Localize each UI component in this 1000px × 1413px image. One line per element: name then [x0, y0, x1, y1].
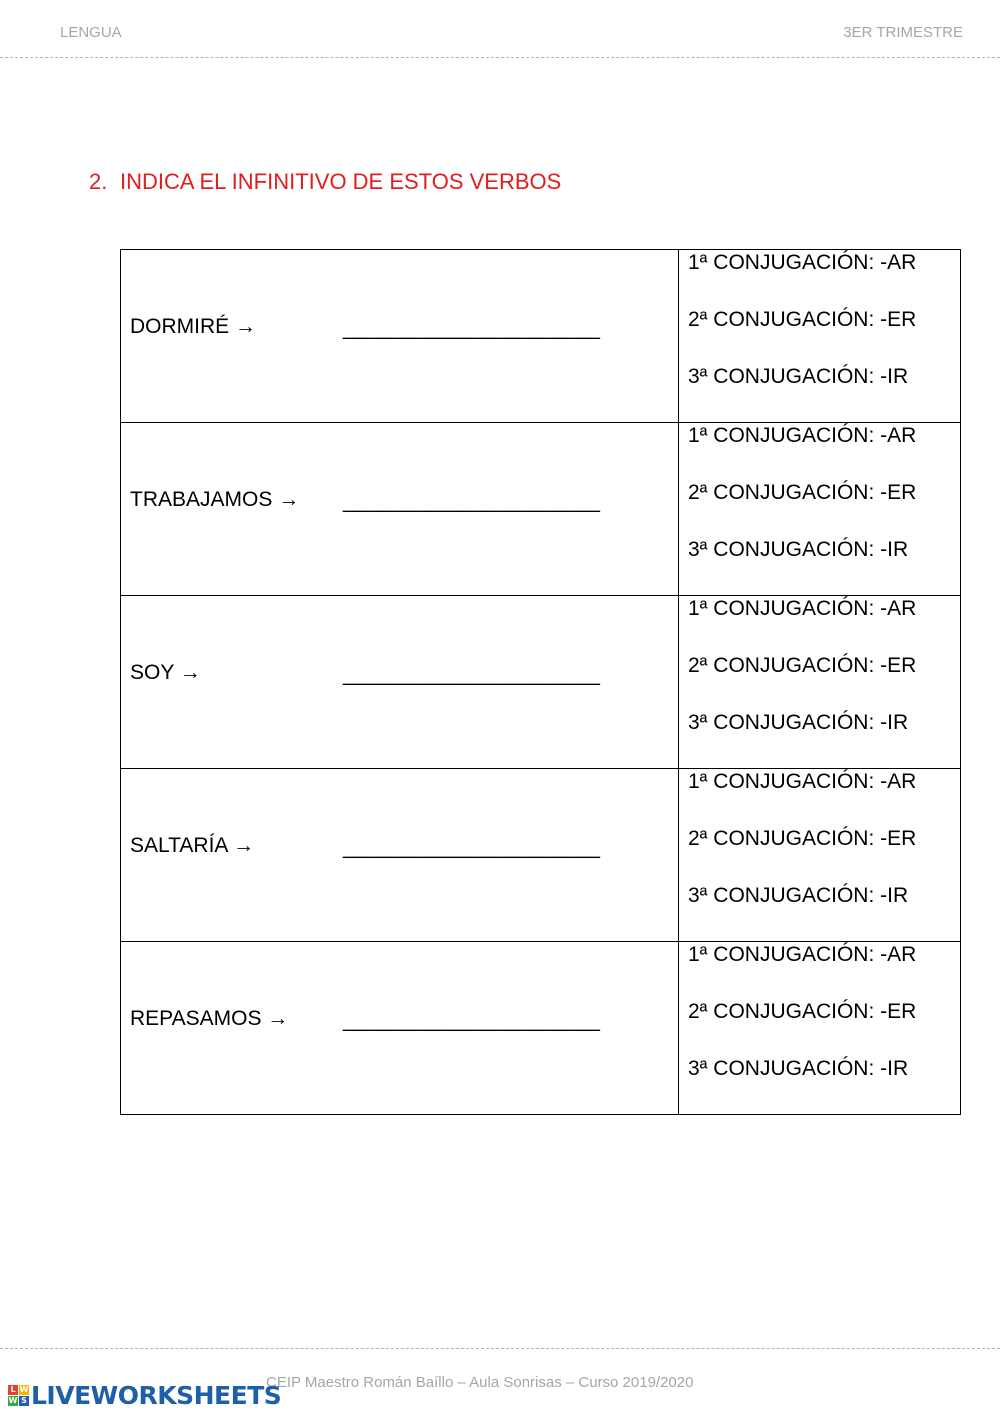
liveworksheets-logo-text: LIVEWORKSHEETS — [31, 1381, 282, 1410]
answer-blank[interactable]: ______________________ — [343, 836, 600, 859]
verb-cell — [121, 942, 679, 1115]
exercise-title-text: INDICA EL INFINITIVO DE ESTOS VERBOS — [120, 169, 562, 194]
conjugation-option-ir[interactable]: 3ª CONJUGACIÓN: -IR — [688, 538, 909, 561]
conjugation-cell — [679, 250, 961, 423]
conjugation-option-er[interactable]: 2ª CONJUGACIÓN: -ER — [688, 654, 917, 677]
verb-cell — [121, 769, 679, 942]
conjugation-cell — [679, 596, 961, 769]
verb-cell — [121, 423, 679, 596]
verb-cell — [121, 250, 679, 423]
answer-blank[interactable]: ______________________ — [343, 317, 600, 340]
exercise-title — [89, 169, 561, 195]
conjugation-option-ir[interactable]: 3ª CONJUGACIÓN: -IR — [688, 1057, 909, 1080]
footer-school-info: CEIP Maestro Román Baíllo – Aula Sonrisas – Curso 2019/2020 — [266, 1374, 694, 1391]
table-row — [121, 942, 961, 1115]
table-row — [121, 596, 961, 769]
header-term: 3ER TRIMESTRE — [843, 24, 963, 41]
conjugation-option-ar[interactable]: 1ª CONJUGACIÓN: -AR — [688, 597, 917, 620]
conjugation-option-ar[interactable]: 1ª CONJUGACIÓN: -AR — [688, 251, 917, 274]
header-subject: LENGUA — [60, 24, 122, 41]
conjugation-cell — [679, 423, 961, 596]
conjugation-option-ir[interactable]: 3ª CONJUGACIÓN: -IR — [688, 365, 909, 388]
verb-label: SALTARÍA → — [130, 834, 255, 857]
verb-label: DORMIRÉ → — [130, 315, 256, 338]
answer-blank[interactable]: ______________________ — [343, 663, 600, 686]
liveworksheets-logo-icon — [8, 1385, 29, 1406]
logo-tile: S — [19, 1396, 29, 1406]
conjugation-option-ir[interactable]: 3ª CONJUGACIÓN: -IR — [688, 884, 909, 907]
conjugation-option-er[interactable]: 2ª CONJUGACIÓN: -ER — [688, 308, 917, 331]
table-row — [121, 423, 961, 596]
conjugation-option-er[interactable]: 2ª CONJUGACIÓN: -ER — [688, 481, 917, 504]
conjugation-option-ar[interactable]: 1ª CONJUGACIÓN: -AR — [688, 424, 917, 447]
logo-tile: W — [19, 1385, 29, 1394]
conjugation-cell — [679, 942, 961, 1115]
verb-label: SOY → — [130, 661, 201, 684]
logo-tile: L — [8, 1385, 18, 1395]
answer-blank[interactable]: ______________________ — [343, 490, 600, 513]
conjugation-option-er[interactable]: 2ª CONJUGACIÓN: -ER — [688, 827, 917, 850]
conjugation-option-ar[interactable]: 1ª CONJUGACIÓN: -AR — [688, 770, 917, 793]
liveworksheets-logo[interactable] — [8, 1381, 281, 1410]
logo-tile: W — [8, 1396, 18, 1405]
answer-blank[interactable]: ______________________ — [343, 1009, 600, 1032]
header-divider — [0, 57, 1000, 58]
conjugation-cell — [679, 769, 961, 942]
verbs-table — [120, 249, 961, 1115]
table-row — [121, 769, 961, 942]
verb-cell — [121, 596, 679, 769]
conjugation-option-ar[interactable]: 1ª CONJUGACIÓN: -AR — [688, 943, 917, 966]
conjugation-option-ir[interactable]: 3ª CONJUGACIÓN: -IR — [688, 711, 909, 734]
verb-label: REPASAMOS → — [130, 1007, 289, 1030]
table-row — [121, 250, 961, 423]
conjugation-option-er[interactable]: 2ª CONJUGACIÓN: -ER — [688, 1000, 917, 1023]
footer-divider — [0, 1348, 1000, 1349]
verb-label: TRABAJAMOS → — [130, 488, 300, 511]
exercise-number: 2. — [89, 169, 108, 194]
